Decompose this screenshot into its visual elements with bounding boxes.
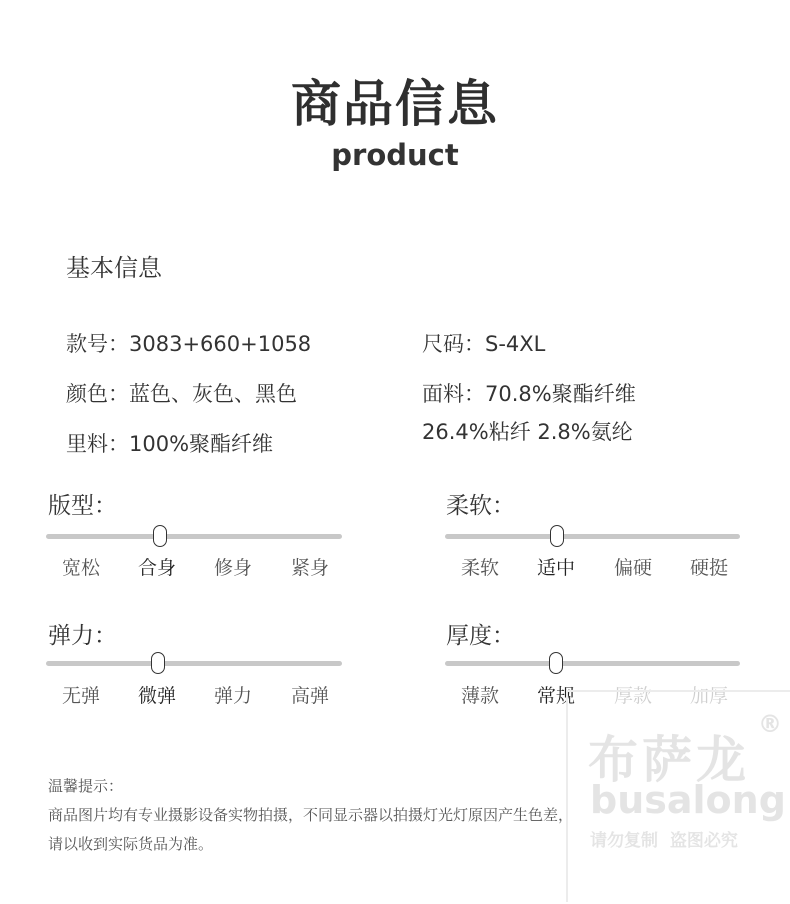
scale-option: 高弹 [290, 685, 329, 707]
watermark-brand-en: busalong [590, 778, 786, 822]
page-title: 商品信息 [291, 75, 499, 133]
scale-option: 薄款 [460, 685, 499, 707]
section-heading-basic-info: 基本信息 [66, 254, 162, 282]
scale-knob [549, 652, 563, 674]
scale-track [445, 534, 740, 539]
scale-option-selected: 微弹 [137, 685, 176, 707]
attribute-label: 柔软： [446, 493, 515, 519]
scale-option: 加厚 [689, 685, 728, 707]
fabric-line-2: 26.4%粘纤 2.8%氨纶 [422, 420, 633, 444]
scale-track [445, 661, 740, 666]
scale-option-selected: 常规 [536, 685, 575, 707]
color-list: 颜色：蓝色、灰色、黑色 [66, 382, 297, 406]
watermark-slogan: 请勿复制 盗图必究 [590, 831, 738, 851]
scale-option: 修身 [213, 557, 252, 579]
size-range: 尺码：S-4XL [422, 332, 546, 356]
scale-option: 紧身 [290, 557, 329, 579]
watermark-brand-cn: 布萨龙 [588, 731, 750, 789]
attribute-label: 弹力： [48, 623, 117, 649]
scale-option: 厚款 [613, 685, 652, 707]
watermark-registered-mark: ® [758, 710, 782, 738]
fabric-line-1: 面料：70.8%聚酯纤维 [422, 382, 636, 406]
scale-knob [550, 525, 564, 547]
lining: 里料：100%聚酯纤维 [66, 432, 274, 456]
scale-option: 偏硬 [613, 557, 652, 579]
style-number: 款号：3083+660+1058 [66, 332, 312, 356]
scale-option: 宽松 [61, 557, 100, 579]
scale-option-selected: 合身 [137, 557, 176, 579]
scale-option: 无弹 [61, 685, 100, 707]
scale-option: 硬挺 [689, 557, 728, 579]
scale-track [46, 534, 342, 539]
watermark [566, 690, 790, 902]
notice-line-1: 商品图片均有专业摄影设备实物拍摄，不同显示器以拍摄灯光灯原因产生色差， [48, 806, 574, 824]
attribute-label: 版型： [48, 493, 117, 519]
attribute-label: 厚度： [446, 623, 515, 649]
scale-option: 弹力 [213, 685, 252, 707]
scale-option-selected: 适中 [536, 557, 575, 579]
scale-track [46, 661, 342, 666]
notice-title: 温馨提示： [48, 777, 124, 795]
page-subtitle: product [331, 138, 459, 172]
scale-knob [151, 652, 165, 674]
scale-knob [153, 525, 167, 547]
notice-line-2: 请以收到实际货品为准。 [48, 835, 214, 853]
scale-option: 柔软 [460, 557, 499, 579]
